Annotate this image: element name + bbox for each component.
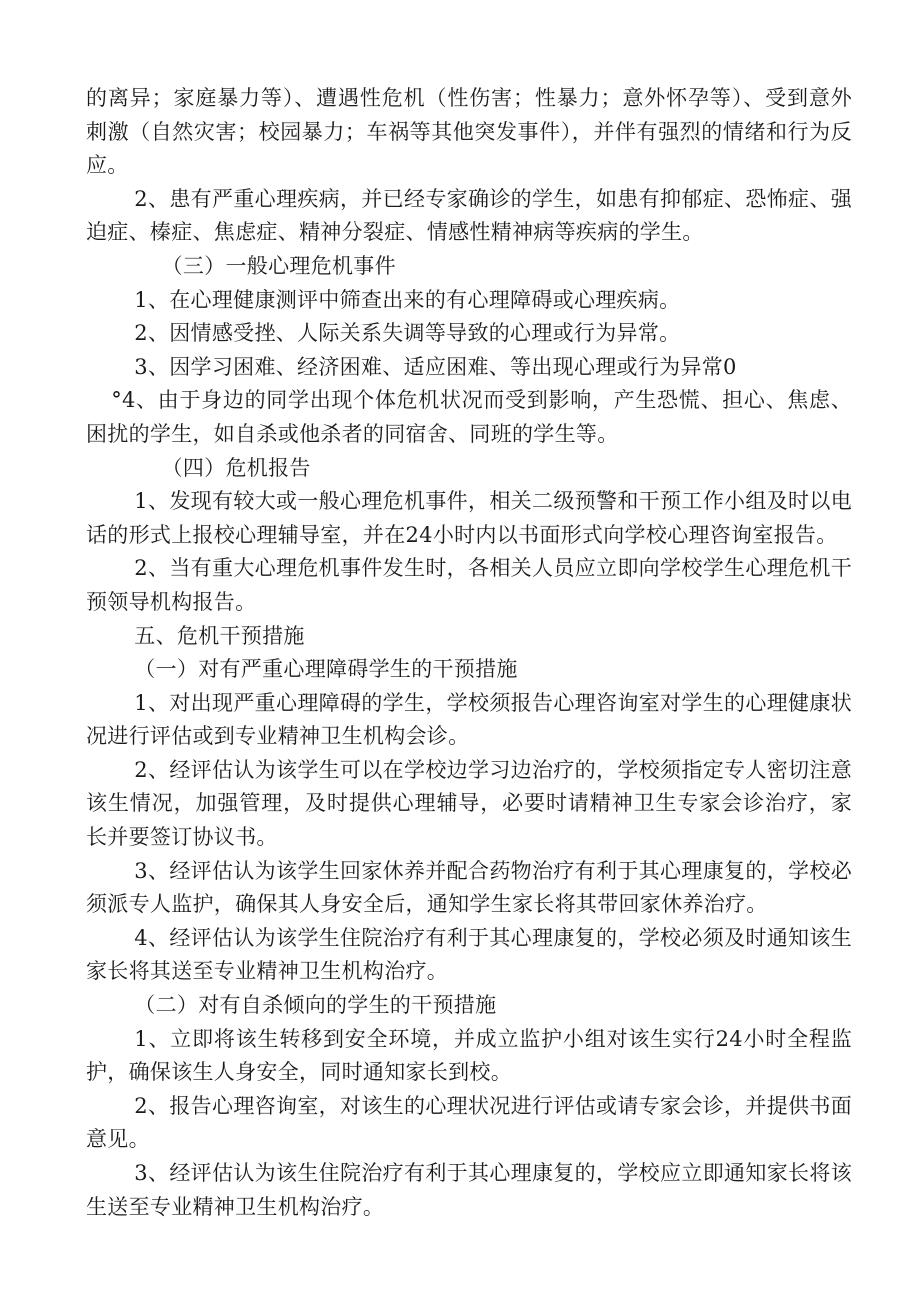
paragraph-item: 2、患有严重心理疾病，并已经专家确诊的学生，如患有抑郁症、恐怖症、强迫症、榛症、焦虑症、精神分裂症、情感性精神病等疾病的学生。 (86, 186, 852, 245)
paragraph-item: 1、对出现严重心理障碍的学生，学校须报告心理咨询室对学生的心理健康状况进行评估或到专业精神卫生机构会诊。 (86, 690, 852, 749)
paragraph-item: 4、经评估认为该学生住院治疗有利于其心理康复的，学校必须及时通知该生家长将其送至专业精神卫生机构治疗。 (86, 925, 852, 984)
paragraph-item: 1、发现有较大或一般心理危机事件，相关二级预警和干预工作小组及时以电话的形式上报校心理辅导室，并在24小时内以书面形式向学校心理咨询室报告。 (86, 489, 852, 547)
paragraph-item: 3、因学习困难、经济困难、适应困难、等出现心理或行为异常0 (134, 354, 737, 379)
section-heading: （一）对有严重心理障碍学生的干预措施 (134, 657, 518, 682)
chapter-heading: 五、危机干预措施 (134, 623, 305, 648)
document-page (86, 82, 852, 1224)
paragraph-item: 2、因情感受挫、人际关系失调等导致的心理或行为异常。 (134, 321, 681, 346)
section-heading: （三）一般心理危机事件 (161, 253, 396, 278)
paragraph-item: 3、经评估认为该生住院治疗有利于其心理康复的，学校应立即通知家长将该生送至专业精神卫生机构治疗。 (86, 1161, 852, 1219)
paragraph-item: 1、在心理健康测评中筛查出来的有心理障碍或心理疾病。 (134, 287, 681, 312)
paragraph-continuation: 的离异；家庭暴力等）、遭遇性危机（性伤害；性暴力；意外怀孕等）、受到意外刺激（自然灾害；校园暴力；车祸等其他突发事件），并伴有强烈的情绪和行为反应。 (86, 86, 852, 178)
paragraph-item: 2、报告心理咨询室，对该生的心理状况进行评估或请专家会诊，并提供书面意见。 (86, 1093, 852, 1152)
paragraph-item: 1、立即将该生转移到安全环境，并成立监护小组对该生实行24小时全程监护，确保该生人身安全，同时通知家长到校。 (86, 1026, 852, 1085)
section-heading: （四）危机报告 (161, 455, 311, 480)
paragraph-item: 2、经评估认为该学生可以在学校边学习边治疗的，学校须指定专人密切注意该生情况，加强管理，及时提供心理辅导，必要时请精神卫生专家会诊治疗，家长并要签订协议书。 (86, 757, 852, 850)
paragraph-item: 2、当有重大心理危机事件发生时，各相关人员应立即向学校学生心理危机干预领导机构报告。 (86, 556, 852, 614)
paragraph-item: 3、经评估认为该学生回家休养并配合药物治疗有利于其心理康复的，学校必须派专人监护，确保其人身安全后，通知学生家长将其带回家休养治疗。 (86, 858, 852, 917)
paragraph-item: °4、由于身边的同学出现个体危机状况而受到影响，产生恐慌、担心、焦虑、困扰的学生，如自杀或他杀者的同宿舍、同班的学生等。 (86, 388, 852, 446)
section-heading: （二）对有自杀倾向的学生的干预措施 (134, 993, 497, 1018)
